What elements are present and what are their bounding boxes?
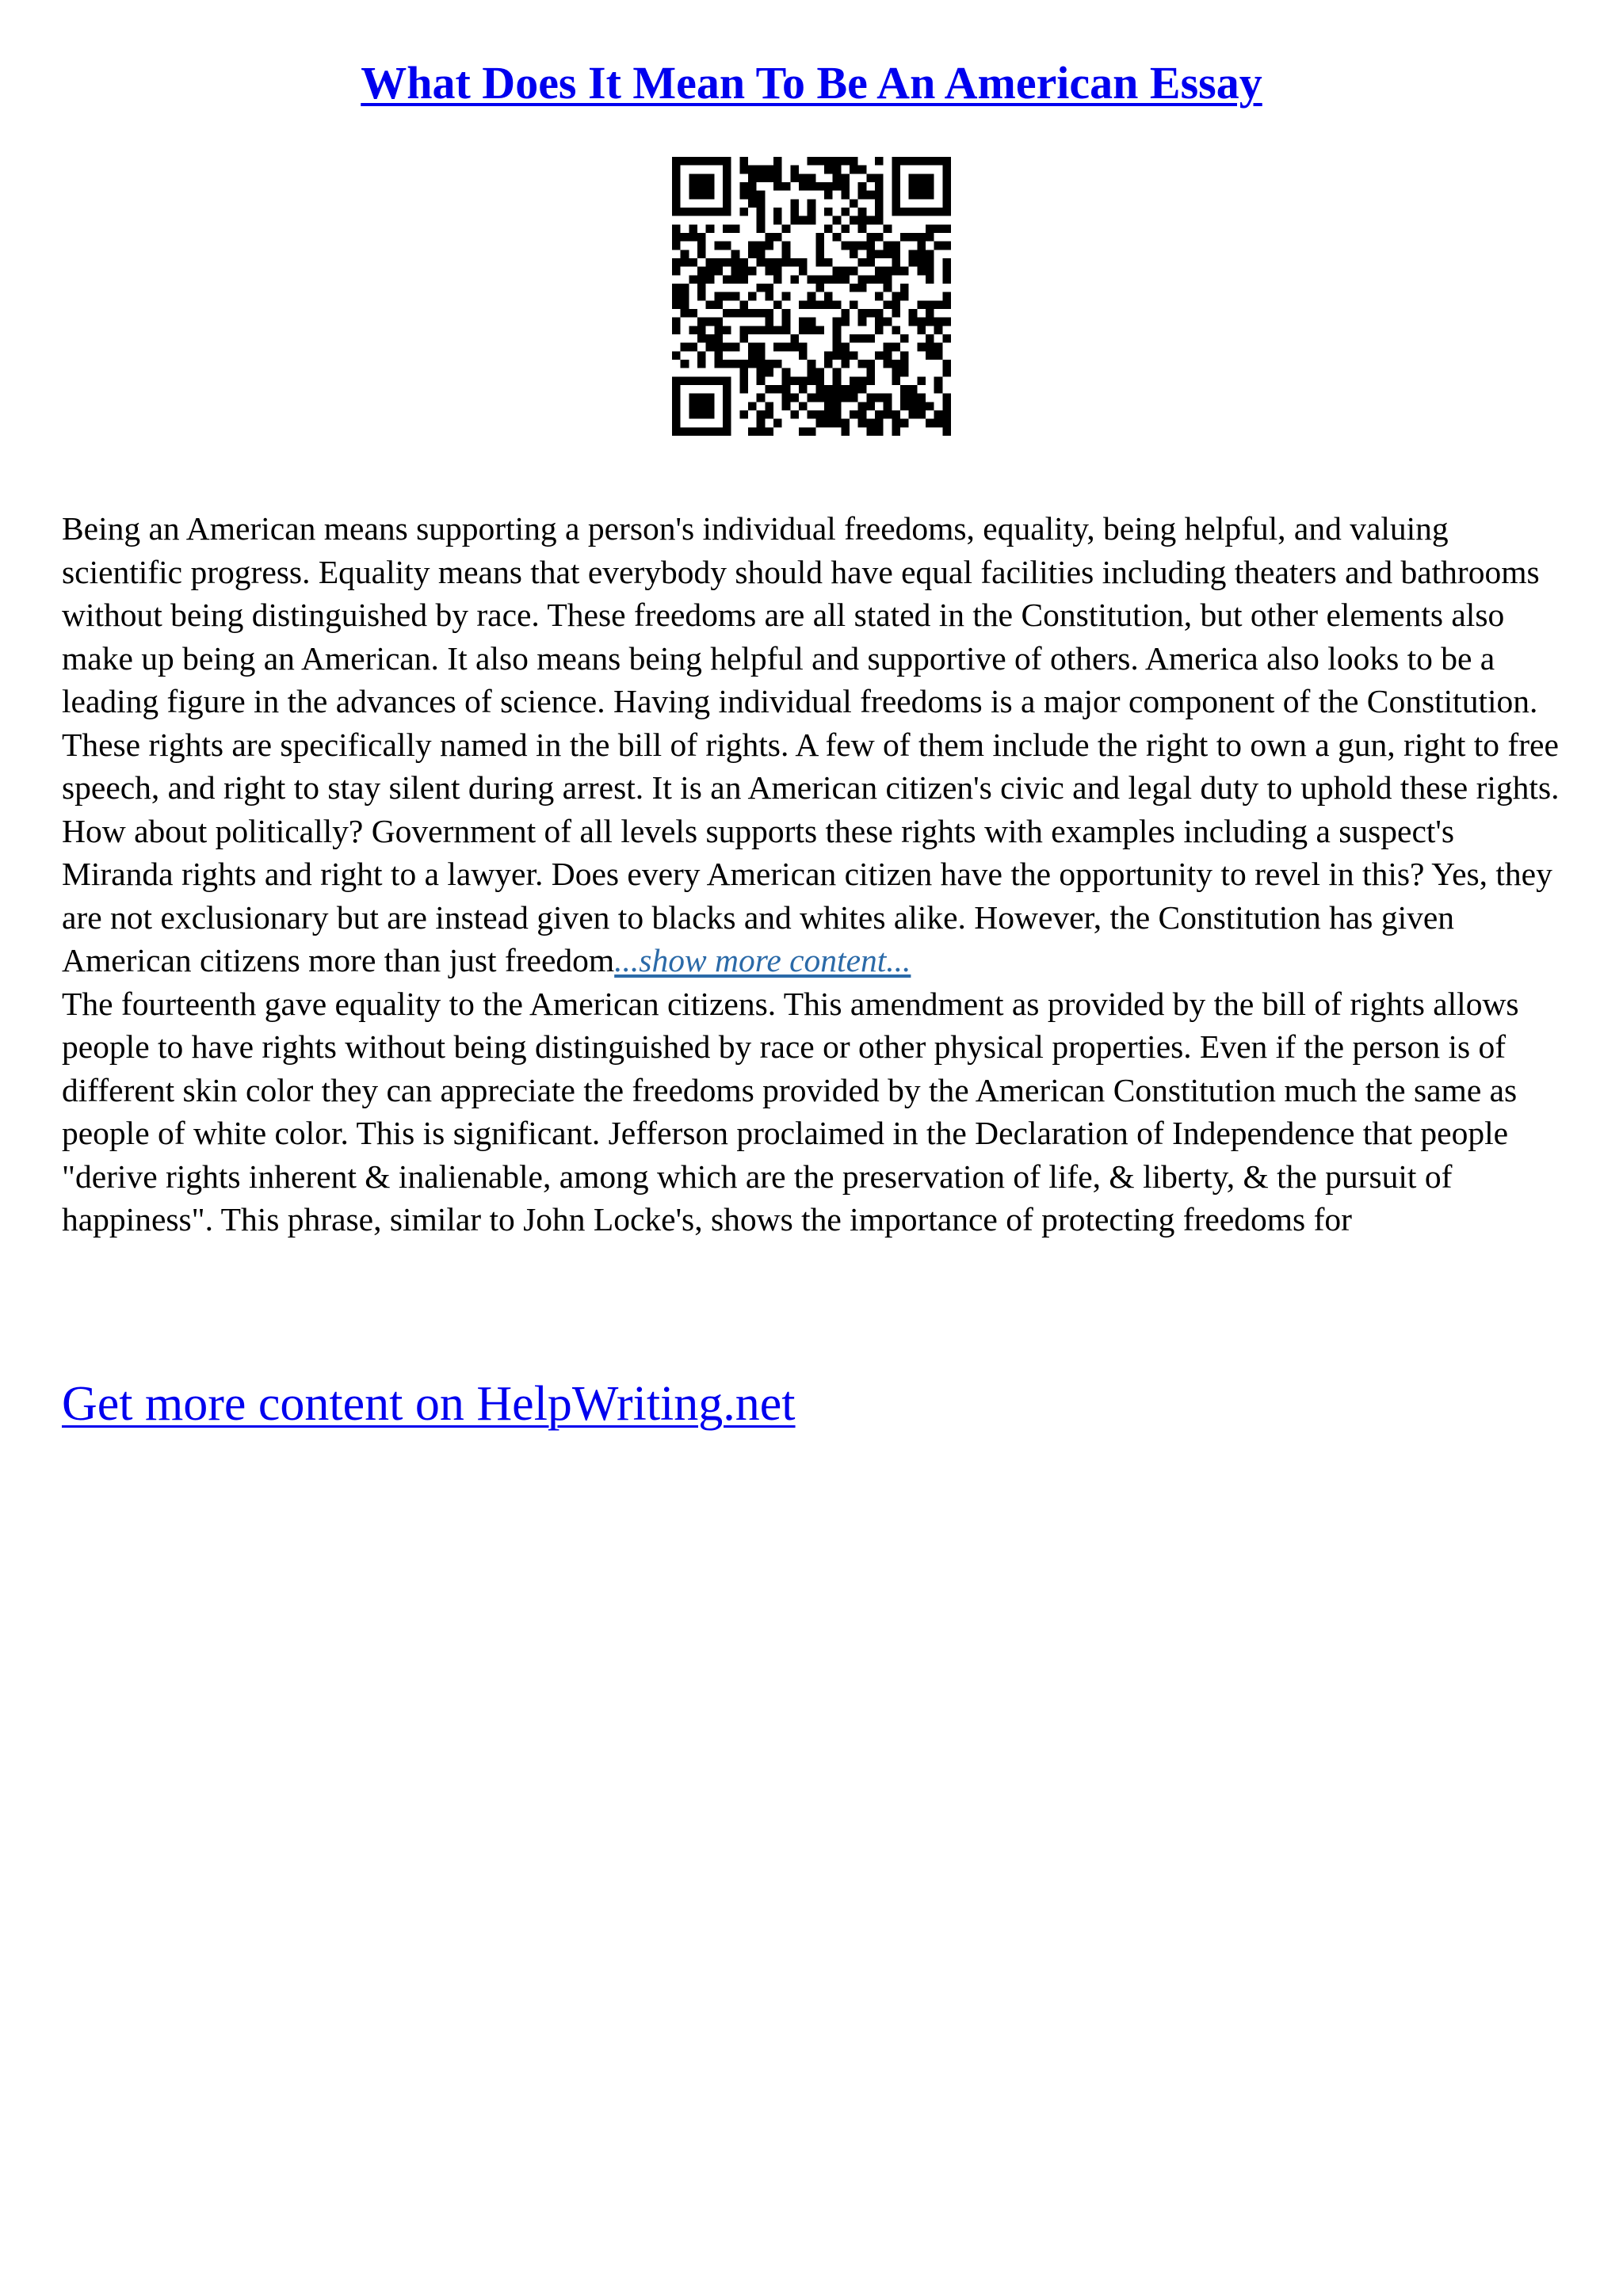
get-more-content-link[interactable]: Get more content on HelpWriting.net: [62, 1377, 796, 1431]
essay-body: [62, 507, 1561, 1241]
page-title: [0, 55, 1623, 111]
paragraph-1-text: Being an American means supporting a person's individual freedoms, equality, being helpful, and valuing scientific progress. Equality means that everybody should have equal facilities including theaters and bathrooms without being distinguished by race. These freedoms are all stated in the Constitution, but other elements also make up being an American. It also means being helpful and supportive of others. America also looks to be a leading figure in the advances of science. Having individual freedoms is a major component of the Constitution. These rights are specifically named in the bill of rights. A few of them include the right to own a gun, right to free speech, and right to stay silent during arrest. It is an American citizen's civic and legal duty to uphold these rights. How about politically? Government of all levels supports these rights with examples including a suspect's Miranda rights and right to a lawyer. Does every American citizen have the opportunity to revel in this? Yes, they are not exclusionary but are instead given to blacks and whites alike. However, the Constitution has given American citizens more than just freedom: [62, 510, 1560, 978]
title-link[interactable]: What Does It Mean To Be An American Essay: [361, 57, 1262, 109]
essay-paragraph-2: The fourteenth gave equality to the American citizens. This amendment as provided by the bill of rights allows people to have rights without being distinguished by race or other physical properties. Even if the person is of different skin color they can appreciate the freedoms provided by the American Constitution much the same as people of white color. This is significant. Jefferson proclaimed in the Declaration of Independence that people "derive rights inherent & inalienable, among which are the preservation of life, & liberty, & the pursuit of happiness". This phrase, similar to John Locke's, shows the importance of protecting freedoms for: [62, 985, 1519, 1238]
essay-paragraph-1: [62, 507, 1561, 982]
qr-code-icon: [672, 157, 951, 436]
show-more-link[interactable]: ...show more content...: [614, 942, 911, 978]
